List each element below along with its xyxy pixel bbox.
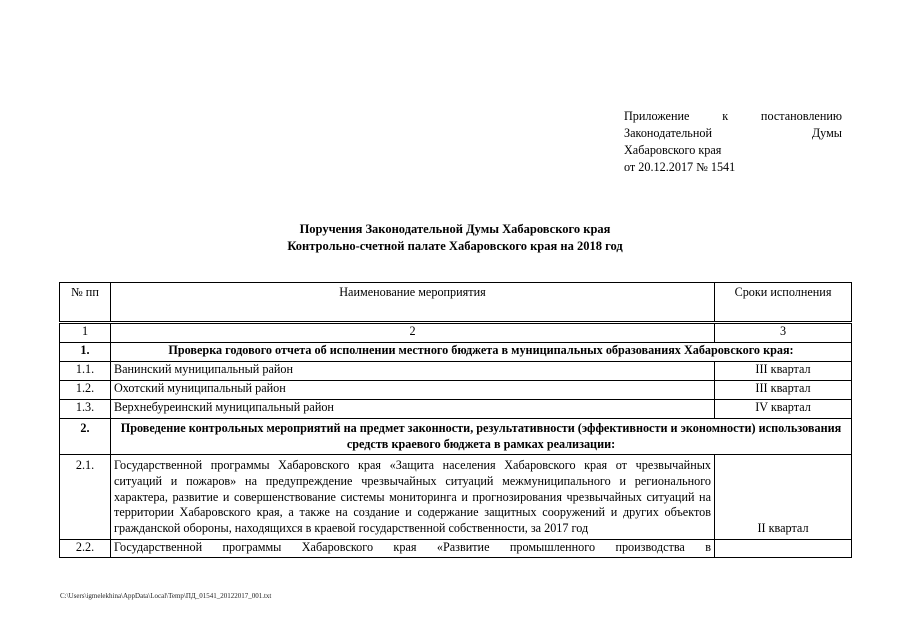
header-num: № пп bbox=[60, 283, 111, 323]
appendix-block bbox=[624, 108, 842, 176]
table-row bbox=[60, 400, 852, 419]
colnum-3: 3 bbox=[715, 323, 852, 343]
row-name: Государственной программы Хабаровского края «Развитие промышленного производства в bbox=[111, 539, 715, 557]
row-term: III квартал bbox=[715, 381, 852, 400]
table-row bbox=[60, 539, 852, 557]
row-name: Государственной программы Хабаровского края «Защита населения Хабаровского края от чрезвычайных ситуаций и пожаров» на предупреждение чрезвычайных ситуаций межмуниципального и регионального характера, развитие и совершенствование системы мониторинга и прогнозирования чрезвычайных ситуаций на территории Хабаровского края, а также на создание и содержание защитных сооружений и других объектов гражданской обороны, находящихся в краевой государственной собственности, за 2017 год bbox=[111, 455, 715, 540]
table-row bbox=[60, 362, 852, 381]
row-term: IV квартал bbox=[715, 400, 852, 419]
section-1-title: Проверка годового отчета об исполнении местного бюджета в муниципальных образованиях Хабаровского края: bbox=[111, 343, 852, 362]
row-name: Ванинский муниципальный район bbox=[111, 362, 715, 381]
row-num: 2.1. bbox=[60, 455, 111, 540]
appendix-line-2: Законодательной Думы bbox=[624, 126, 842, 140]
row-term: III квартал bbox=[715, 362, 852, 381]
assignments-table bbox=[59, 282, 852, 558]
colnum-1: 1 bbox=[60, 323, 111, 343]
file-path-footer: C:\Users\igmelekhina\AppData\Local\Temp\ПД_01541_20122017_001.txt bbox=[60, 592, 272, 600]
section-1-num: 1. bbox=[60, 343, 111, 362]
document-title-line-1: Поручения Законодательной Думы Хабаровского края bbox=[299, 222, 611, 236]
appendix-line-4: от 20.12.2017 № 1541 bbox=[624, 160, 736, 174]
appendix-line-3: Хабаровского края bbox=[624, 143, 722, 157]
row-name: Охотский муниципальный район bbox=[111, 381, 715, 400]
section-row bbox=[60, 343, 852, 362]
colnum-2: 2 bbox=[111, 323, 715, 343]
section-row bbox=[60, 419, 852, 455]
table-row bbox=[60, 455, 852, 540]
table-header-row bbox=[60, 283, 852, 323]
row-term: II квартал bbox=[715, 455, 852, 540]
section-2-num: 2. bbox=[60, 419, 111, 455]
section-2-title: Проведение контрольных мероприятий на предмет законности, результативности (эффективности и экономности) использования средств краевого бюджета в рамках реализации: bbox=[111, 419, 852, 455]
header-name: Наименование мероприятия bbox=[111, 283, 715, 323]
column-number-row bbox=[60, 323, 852, 343]
row-num: 1.3. bbox=[60, 400, 111, 419]
appendix-line-1: Приложение к постановлению bbox=[624, 109, 842, 123]
row-num: 1.1. bbox=[60, 362, 111, 381]
header-term: Сроки исполнения bbox=[715, 283, 852, 323]
document-title-line-2: Контрольно-счетной палате Хабаровского края на 2018 год bbox=[287, 239, 623, 253]
row-term bbox=[715, 539, 852, 557]
table-row bbox=[60, 381, 852, 400]
row-num: 1.2. bbox=[60, 381, 111, 400]
row-num: 2.2. bbox=[60, 539, 111, 557]
row-name: Верхнебуреинский муниципальный район bbox=[111, 400, 715, 419]
